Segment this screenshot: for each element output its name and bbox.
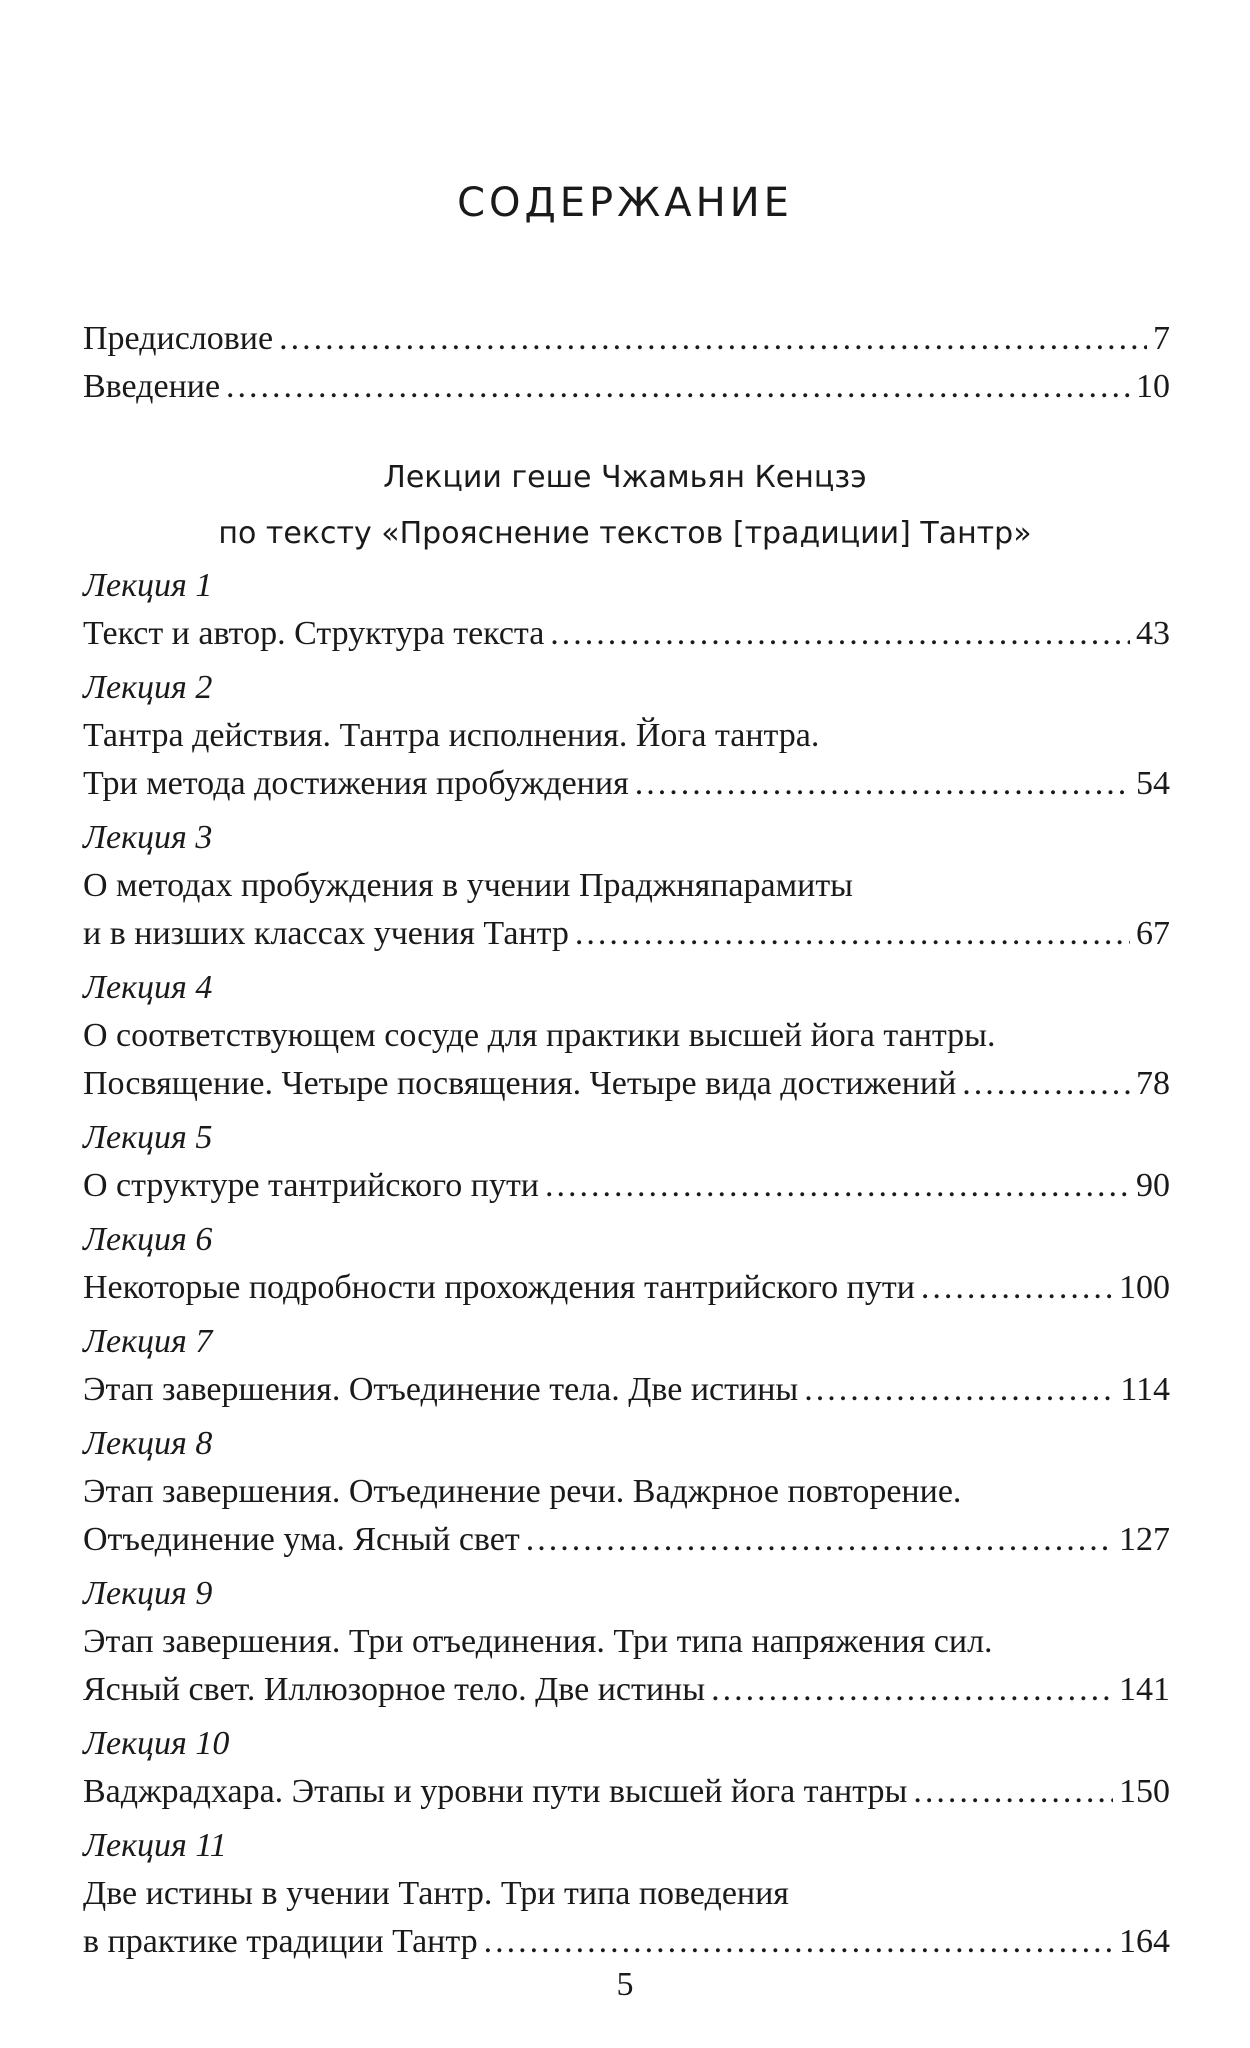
dot-leader bbox=[921, 1264, 1113, 1312]
lecture-entry bbox=[83, 664, 1170, 808]
dot-leader bbox=[804, 1366, 1114, 1414]
toc-page-number: 127 bbox=[1119, 1521, 1170, 1558]
dot-leader bbox=[279, 315, 1147, 363]
toc-page-number: 164 bbox=[1119, 1923, 1170, 1960]
lecture-label: Лекция 3 bbox=[83, 819, 213, 856]
dot-leader bbox=[550, 610, 1130, 658]
toc-page-number: 100 bbox=[1119, 1269, 1170, 1306]
toc-entry bbox=[83, 910, 1170, 958]
lecture-label: Лекция 10 bbox=[83, 1725, 230, 1762]
front-matter bbox=[83, 315, 1170, 411]
dot-leader bbox=[913, 1768, 1113, 1816]
toc-entry-text: О структуре тантрийского пути bbox=[83, 1167, 539, 1204]
toc-entry-text: Три метода достижения пробуждения bbox=[83, 765, 629, 802]
toc-entry bbox=[83, 610, 1170, 658]
lecture-entry bbox=[83, 1420, 1170, 1564]
lecture-label: Лекция 4 bbox=[83, 969, 213, 1006]
lecture-label: Лекция 6 bbox=[83, 1221, 213, 1258]
section-heading-line1: Лекции геше Чжамьян Кенцзэ bbox=[383, 460, 867, 495]
lecture-title-line: О методах пробуждения в учении Праджняпарамиты bbox=[83, 867, 854, 904]
toc-page-number: 7 bbox=[1153, 320, 1170, 357]
toc-page-number: 10 bbox=[1136, 368, 1170, 405]
dot-leader bbox=[226, 363, 1130, 411]
lecture-entry bbox=[83, 964, 1170, 1108]
toc-page-number: 141 bbox=[1119, 1671, 1170, 1708]
lecture-entry bbox=[83, 1720, 1170, 1816]
dot-leader bbox=[575, 910, 1130, 958]
toc-entry bbox=[83, 363, 1170, 411]
lecture-title-line: Две истины в учении Тантр. Три типа поведения bbox=[83, 1875, 789, 1912]
toc-entry-text: Предисловие bbox=[83, 320, 274, 357]
dot-leader bbox=[484, 1918, 1113, 1966]
dot-leader bbox=[526, 1516, 1113, 1564]
lecture-label: Лекция 2 bbox=[83, 669, 213, 706]
toc-entry-text: Ваджрадхара. Этапы и уровни пути высшей йога тантры bbox=[83, 1773, 908, 1810]
dot-leader bbox=[545, 1162, 1130, 1210]
toc-entry bbox=[83, 1060, 1170, 1108]
page-title: СОДЕРЖАНИЕ bbox=[457, 180, 793, 226]
page-number: 5 bbox=[616, 1966, 634, 2003]
lecture-entry bbox=[83, 562, 1170, 658]
dot-leader bbox=[711, 1666, 1113, 1714]
toc-entry bbox=[83, 1918, 1170, 1966]
lecture-title-line: Тантра действия. Тантра исполнения. Йога тантра. bbox=[83, 717, 820, 754]
lecture-title-line: О соответствующем сосуде для практики высшей йога тантры. bbox=[83, 1017, 996, 1054]
lecture-entry bbox=[83, 1216, 1170, 1312]
toc-entry-text: в практике традиции Тантр bbox=[83, 1923, 478, 1960]
lecture-entry bbox=[83, 814, 1170, 958]
toc-page-number: 150 bbox=[1119, 1773, 1170, 1810]
lecture-list bbox=[83, 562, 1170, 1972]
toc-entry bbox=[83, 315, 1170, 363]
toc-entry-text: Текст и автор. Структура текста bbox=[83, 615, 545, 652]
lecture-entry bbox=[83, 1570, 1170, 1714]
toc-entry bbox=[83, 1366, 1170, 1414]
lecture-title-line: Этап завершения. Три отъединения. Три типа напряжения сил. bbox=[83, 1623, 993, 1660]
lecture-label: Лекция 5 bbox=[83, 1119, 213, 1156]
lecture-entry bbox=[83, 1114, 1170, 1210]
dot-leader bbox=[635, 760, 1130, 808]
lecture-entry bbox=[83, 1822, 1170, 1966]
toc-page-number: 43 bbox=[1136, 615, 1170, 652]
toc-page-number: 114 bbox=[1120, 1371, 1170, 1408]
toc-entry bbox=[83, 760, 1170, 808]
toc-entry bbox=[83, 1516, 1170, 1564]
toc-entry bbox=[83, 1264, 1170, 1312]
section-heading-line2: по тексту «Прояснение текстов [традиции] Тантр» bbox=[218, 516, 1032, 551]
lecture-label: Лекция 1 bbox=[83, 567, 213, 604]
toc-page-number: 78 bbox=[1136, 1065, 1170, 1102]
toc-page-number: 67 bbox=[1136, 915, 1170, 952]
toc-page-number: 90 bbox=[1136, 1167, 1170, 1204]
lecture-entry bbox=[83, 1318, 1170, 1414]
toc-entry-text: Введение bbox=[83, 368, 221, 405]
lecture-label: Лекция 11 bbox=[83, 1827, 227, 1864]
lecture-label: Лекция 8 bbox=[83, 1425, 213, 1462]
toc-entry bbox=[83, 1666, 1170, 1714]
lecture-label: Лекция 7 bbox=[83, 1323, 213, 1360]
toc-entry bbox=[83, 1162, 1170, 1210]
toc-entry-text: Отъединение ума. Ясный свет bbox=[83, 1521, 520, 1558]
toc-entry-text: Этап завершения. Отъединение тела. Две истины bbox=[83, 1371, 799, 1408]
toc-entry-text: Посвящение. Четыре посвящения. Четыре вида достижений bbox=[83, 1065, 957, 1102]
toc-page-number: 54 bbox=[1136, 765, 1170, 802]
dot-leader bbox=[962, 1060, 1130, 1108]
toc-entry-text: и в низших классах учения Тантр bbox=[83, 915, 569, 952]
lecture-label: Лекция 9 bbox=[83, 1575, 213, 1612]
lecture-title-line: Этап завершения. Отъединение речи. Ваджрное повторение. bbox=[83, 1473, 962, 1510]
toc-entry bbox=[83, 1768, 1170, 1816]
toc-entry-text: Ясный свет. Иллюзорное тело. Две истины bbox=[83, 1671, 706, 1708]
toc-entry-text: Некоторые подробности прохождения тантрийского пути bbox=[83, 1269, 915, 1306]
